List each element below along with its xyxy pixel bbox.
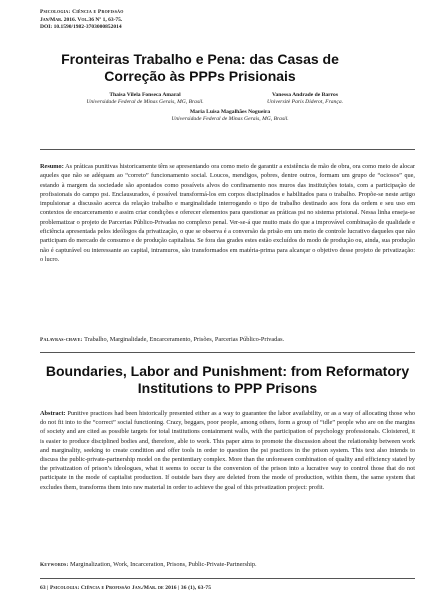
- keywords-en-label: Keywords:: [40, 562, 69, 568]
- keywords-pt-text: Trabalho, Marginalidade, Encarceramento, Prisões, Parcerias Público-Privadas.: [82, 336, 285, 343]
- author-name: Maria Luisa Magalhães Nogueira: [189, 109, 271, 115]
- keywords-en: [40, 560, 415, 570]
- author-name: Thaisa Vilela Fonseca Amaral: [109, 92, 181, 98]
- abstract-pt-label: Resumo:: [40, 163, 64, 170]
- author-affiliation: Universitè Paris Diderot, França.: [266, 98, 344, 105]
- keywords-pt: [40, 335, 415, 345]
- keywords-en-text: Marginalization, Work, Incarceration, Prisons, Public-Private-Partnership.: [68, 561, 257, 568]
- abstract-pt-text: As práticas punitivas historicamente têm se apresentando ora como meio de garantir a existência de mão de obra, ora como meio de alocar aqueles que não se adéquam ao “correto” funcionamento social. Loucos, mendigos, pobres, dentre outros, formam um grupo de “ociosos” que, estando à margem da sociedade são apontados como possíveis alvos do confinamento nos muros das instituições totais, com a participação de profissionais do campo psi. Enclausurados, é possível transformá-los em corpos disciplinados e habilitados para o trabalho. Propõe-se neste artigo impulsionar a discussão acerca da relação trabalho e marginalidade interrogando o tipo de trabalho destinado aos fora da ordem e seu uso em contextos de encarceramento e assim criar condições e oferecer elementos para questionar as práticas psi no sistema prisional. Nessa linha enseja-se problematizar o projeto de Parcerias Público-Privadas no complexo penal. Ver-se-á que muito mais do que a improvável combinação de qualidade e eficiência apresentada pelos ideólogos da privatização, o que se observa é a conversão da prisão em um meio de controle lucrativo daqueles que não participam do mercado de consumo e de produção capitalista. Se fora das grades estes estão excluídos do modo de produção ou, ainda, sua produção não é capturável ou interessante ao capital, intramuros, são transformados em matéria-prima para alcançar o objetivo desse projeto de privatização: o lucro.: [40, 163, 415, 263]
- author: [140, 109, 320, 123]
- abstract-pt: [40, 162, 415, 264]
- author-affiliation: Universidade Federal de Minas Gerais, MG, Brasil.: [171, 115, 289, 122]
- journal-name: Psicologia: Ciência e Profissão: [40, 9, 124, 15]
- page-footer: 63 | Psicologia: Ciência e Profissão Jan./Mar. de 2016 | 36 (1), 63-75: [40, 585, 212, 591]
- author-name: Vanessa Andrade de Barros: [271, 92, 339, 98]
- author: [70, 92, 220, 106]
- divider: [40, 352, 415, 353]
- journal-header: [40, 9, 124, 32]
- article-title-en: Boundaries, Labor and Punishment: from Reformatory Institutions to PPP Prisons: [45, 363, 410, 396]
- abstract-en-label: Abstract:: [40, 410, 66, 417]
- keywords-pt-label: Palavras-chave:: [40, 337, 83, 343]
- journal-issue: Jan/Mar. 2016. Vol.36 Nº 1, 63-75.: [40, 16, 123, 23]
- doi: DOI: 10.1590/1982-3703000852014: [40, 24, 122, 31]
- abstract-en-text: Punitive practices had been historically presented either as a way to guarantee the labor availability, or as a way of allocating those who do not fit into to the “correct” social functioning. Crazy, beggars, poor people, among others, form a group of “idle” people who are on the margins of society and are cited as possible targets for total institutions containment walls, with the participation of psychology professionals. Cloistered, it is easier to produce disciplined bodies and, therefore, able to work. This paper aims to promote the discussion about the relationship between work and marginality, seeking to create condition and offer tools in order to question the psi practices in the prison system. This text also intends to discuss the public-private-partnership model on the penitentiary complex. More than the unforeseen combination of quality and efficiency stated by the privatization of prison’s ideologues, what it seems to occur is the conversion of the prison into a lucrative way to control those that do not participate in the mode of capitalist production. If outside bars they are deleted from the mode of production, within them, the same system that excludes them, transforms them into raw material in order to achieve the goal of this privatization project: profit.: [40, 410, 415, 491]
- article-title-pt: Fronteiras Trabalho e Pena: das Casas de Correção às PPPs Prisionais: [61, 51, 339, 84]
- divider: [40, 149, 415, 150]
- author-affiliation: Universidade Federal de Minas Gerais, MG, Brasil.: [86, 98, 204, 105]
- author: [230, 92, 380, 106]
- abstract-en: [40, 409, 415, 492]
- divider: [40, 578, 415, 579]
